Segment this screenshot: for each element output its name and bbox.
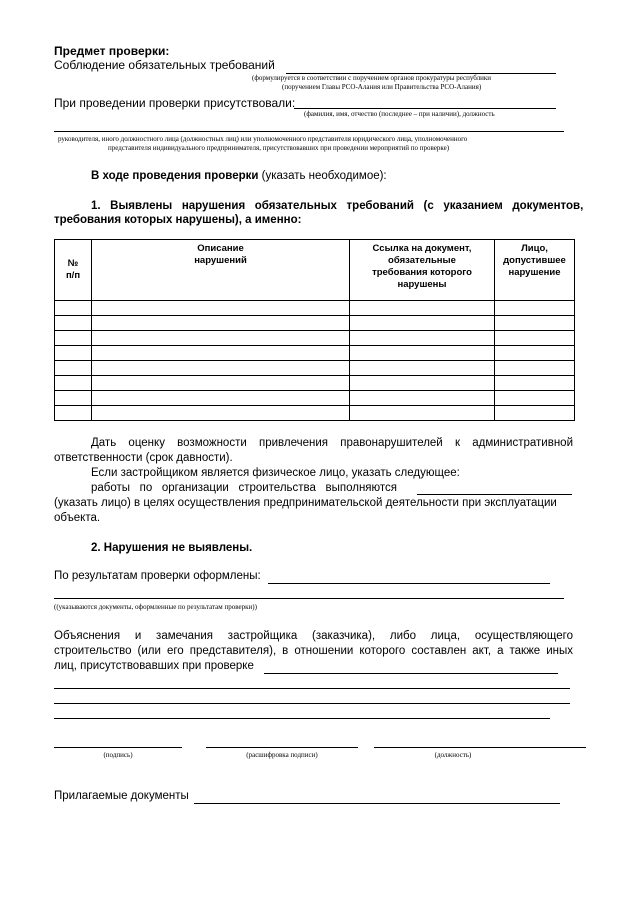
course-bold: В ходе проведения проверки bbox=[91, 170, 259, 182]
results-input-line-2[interactable] bbox=[54, 598, 564, 599]
course-line bbox=[91, 170, 387, 182]
explanations-line2: строительство (или его представителя), в отношении которого составлен акт, а также иных bbox=[54, 645, 573, 657]
table-header-row bbox=[55, 240, 575, 301]
explanations-input-line-2[interactable] bbox=[54, 688, 570, 689]
table-cell[interactable] bbox=[55, 316, 92, 331]
table-header-line: нарушены bbox=[397, 279, 447, 290]
attendees-input-line[interactable] bbox=[294, 108, 556, 109]
position-caption: (должность) bbox=[434, 751, 472, 759]
table-header-line: нарушение bbox=[508, 267, 561, 278]
indicate-line1: (указать лицо) в целях осуществления предпринимательской деятельности при эксплуатации bbox=[54, 497, 557, 509]
explanations-line1: Объяснения и замечания застройщика (заказчика), либо лица, осуществляющего bbox=[54, 630, 573, 642]
table-cell[interactable] bbox=[92, 361, 350, 376]
table-cell[interactable] bbox=[55, 301, 92, 316]
section2-label: 2. Нарушения не выявлены. bbox=[91, 542, 253, 554]
table-cell[interactable] bbox=[350, 361, 495, 376]
signature-line[interactable] bbox=[54, 747, 182, 748]
header-description bbox=[92, 240, 350, 301]
works-line: работы по организации строительства выполняются bbox=[91, 482, 398, 494]
results-note: ((указываются документы, оформленные по результатам проверки)) bbox=[54, 603, 257, 611]
header-responsible bbox=[495, 240, 575, 301]
header-number bbox=[55, 240, 92, 301]
header-document-ref bbox=[350, 240, 495, 301]
works-input-line[interactable] bbox=[417, 494, 572, 495]
table-cell[interactable] bbox=[350, 391, 495, 406]
table-cell[interactable] bbox=[350, 316, 495, 331]
violations-table bbox=[54, 239, 575, 421]
table-cell[interactable] bbox=[55, 406, 92, 421]
table-cell[interactable] bbox=[55, 346, 92, 361]
table-row bbox=[55, 361, 575, 376]
table-header-line: Ссылка на документ, bbox=[372, 243, 472, 254]
table-row bbox=[55, 376, 575, 391]
section1-line1: 1. Выявлены нарушения обязательных требований (с указанием документов, bbox=[91, 200, 584, 212]
attendees-note-2: руководителя, иного должностного лица (должностных лиц) или уполномоченного представителя юридического лица, уполномоченного bbox=[58, 135, 468, 143]
assessment-line1: Дать оценку возможности привлечения правонарушителей к административной bbox=[91, 437, 573, 449]
table-cell[interactable] bbox=[92, 406, 350, 421]
attached-label: Прилагаемые документы bbox=[54, 790, 189, 802]
table-cell[interactable] bbox=[55, 331, 92, 346]
table-cell[interactable] bbox=[495, 376, 575, 391]
table-cell[interactable] bbox=[55, 391, 92, 406]
subject-heading: Предмет проверки: bbox=[54, 44, 170, 58]
table-header-line: требования которого bbox=[372, 267, 472, 278]
results-note-text: (указываются документы, оформленные по результатам проверки) bbox=[56, 603, 255, 611]
subject-note-2: (поручением Главы РСО-Алания или Правительства РСО-Алания) bbox=[282, 83, 482, 91]
table-cell[interactable] bbox=[55, 376, 92, 391]
table-cell[interactable] bbox=[495, 361, 575, 376]
attendees-label: При проведении проверки присутствовали: bbox=[54, 96, 296, 110]
table-cell[interactable] bbox=[350, 301, 495, 316]
table-header-line: допустившее bbox=[503, 255, 566, 266]
attendees-note-3: представителя индивидуального предпринимателя, присутствовавших при проведении мероприятий по проверке) bbox=[108, 144, 450, 152]
table-row bbox=[55, 331, 575, 346]
table-header-line: Описание bbox=[197, 243, 244, 254]
physical-person-line: Если застройщиком является физическое лицо, указать следующее: bbox=[91, 467, 460, 479]
explanations-input-line-1[interactable] bbox=[264, 673, 558, 674]
table-cell[interactable] bbox=[92, 346, 350, 361]
table-cell[interactable] bbox=[495, 316, 575, 331]
indicate-line2: объекта. bbox=[54, 512, 101, 524]
table-header-line: нарушений bbox=[194, 255, 247, 266]
subject-note-1: (формулируется в соответствии с поручением органов прокуратуры республики bbox=[252, 74, 492, 82]
decoding-line[interactable] bbox=[206, 747, 358, 748]
table-cell[interactable] bbox=[350, 346, 495, 361]
table-header-line: № bbox=[67, 258, 79, 269]
explanations-input-line-3[interactable] bbox=[54, 703, 570, 704]
table-cell[interactable] bbox=[350, 376, 495, 391]
attendees-input-line-2[interactable] bbox=[54, 131, 564, 132]
explanations-line3: лиц, присутствовавших при проверке bbox=[54, 660, 254, 672]
table-header-line: п/п bbox=[65, 270, 81, 281]
table-row bbox=[55, 391, 575, 406]
table-cell[interactable] bbox=[495, 406, 575, 421]
explanations-input-line-4[interactable] bbox=[54, 718, 550, 719]
results-input-line[interactable] bbox=[268, 583, 550, 584]
table-cell[interactable] bbox=[350, 406, 495, 421]
table-cell[interactable] bbox=[350, 331, 495, 346]
table-cell[interactable] bbox=[495, 346, 575, 361]
table-cell[interactable] bbox=[495, 391, 575, 406]
table-row bbox=[55, 316, 575, 331]
table-cell[interactable] bbox=[55, 361, 92, 376]
section1-line2: требования которых нарушены), а именно: bbox=[54, 214, 302, 226]
attendees-note: (фамилия, имя, отчество (последнее – при наличии), должность bbox=[304, 110, 495, 118]
signature-caption: (подпись) bbox=[103, 751, 133, 759]
table-cell[interactable] bbox=[92, 376, 350, 391]
subject-label: Соблюдение обязательных требований bbox=[54, 58, 275, 72]
table-row bbox=[55, 346, 575, 361]
table-row bbox=[55, 301, 575, 316]
table-row bbox=[55, 406, 575, 421]
table-header-line: Лицо, bbox=[521, 243, 548, 254]
attached-input-line[interactable] bbox=[194, 803, 560, 804]
position-line[interactable] bbox=[374, 747, 586, 748]
table-cell[interactable] bbox=[92, 301, 350, 316]
decoding-caption: (расшифровка подписи) bbox=[246, 751, 318, 759]
table-cell[interactable] bbox=[92, 331, 350, 346]
table-cell[interactable] bbox=[92, 391, 350, 406]
results-label: По результатам проверки оформлены: bbox=[54, 570, 261, 582]
assessment-line2: ответственности (срок давности). bbox=[54, 452, 233, 464]
table-cell[interactable] bbox=[495, 331, 575, 346]
table-cell[interactable] bbox=[92, 316, 350, 331]
course-rest: (указать необходимое): bbox=[258, 170, 387, 182]
table-cell[interactable] bbox=[495, 301, 575, 316]
table-header-line: обязательные bbox=[388, 255, 456, 266]
